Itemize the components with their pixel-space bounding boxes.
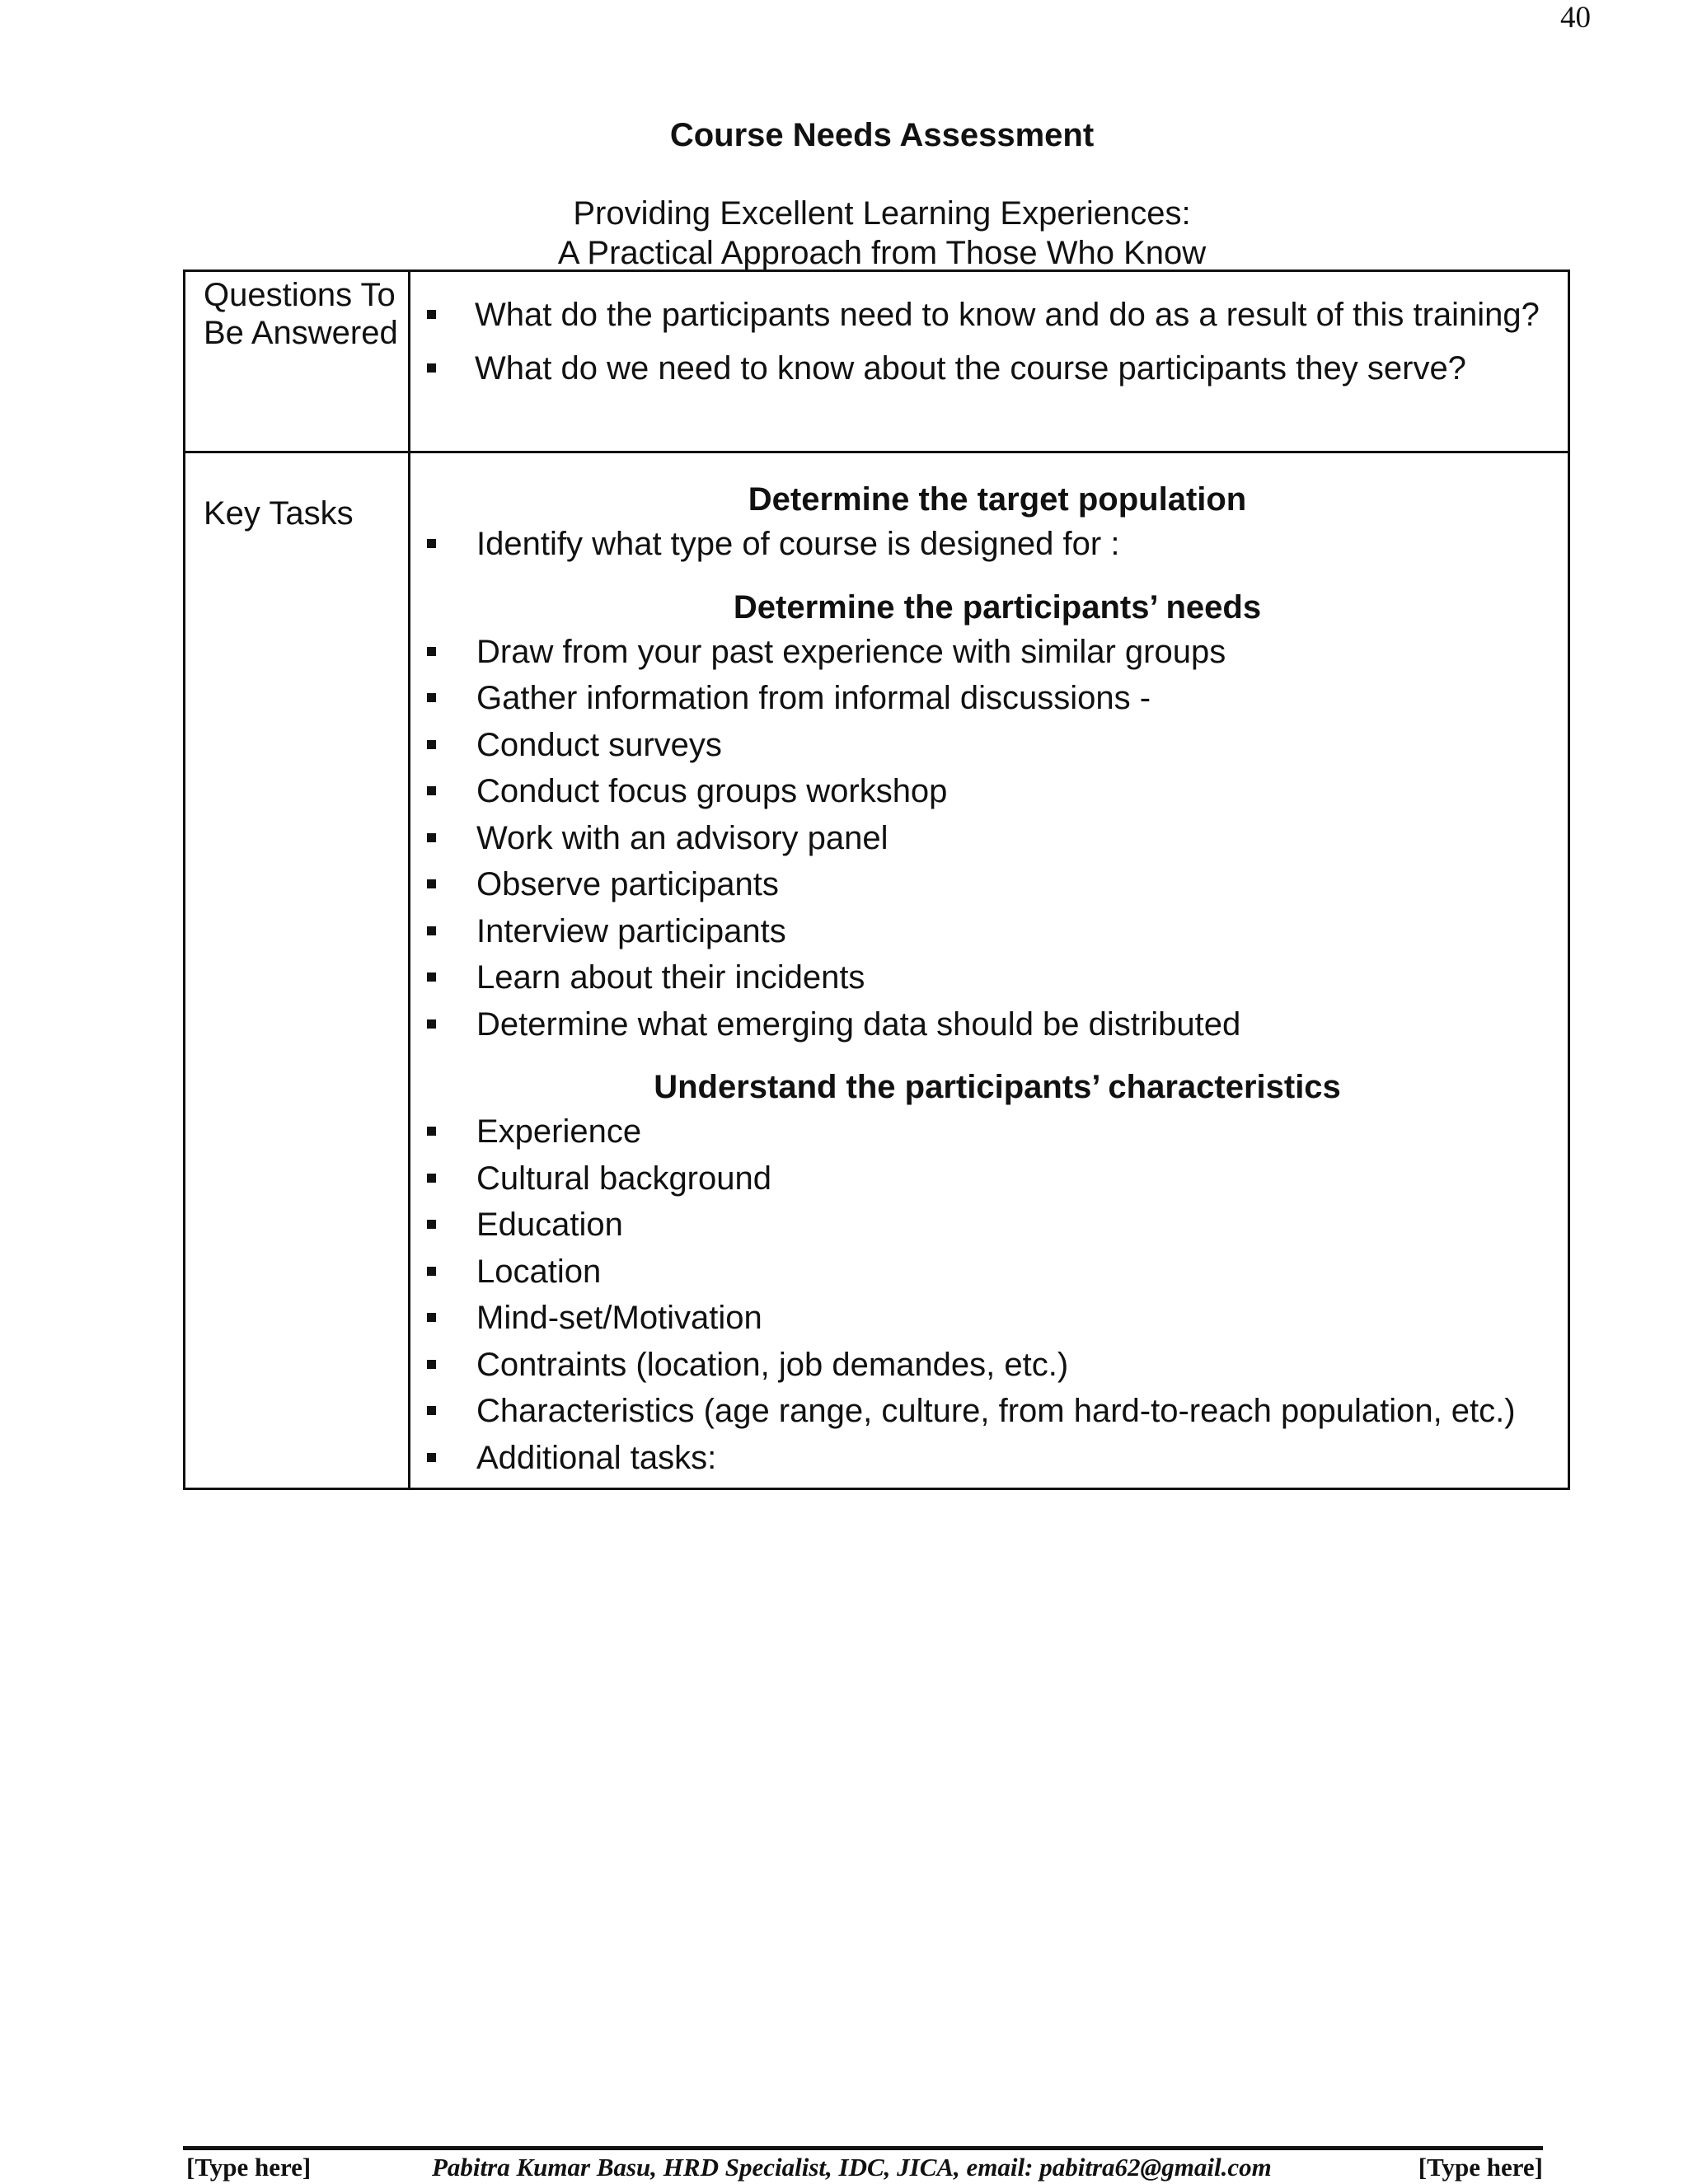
assessment-table <box>183 269 1570 1490</box>
task-item: Education <box>410 1202 1568 1249</box>
task-item: Mind-set/Motivation <box>410 1295 1568 1342</box>
task-group-heading: Understand the participants’ characteristics <box>654 1069 1341 1105</box>
key-tasks-content <box>410 452 1569 1489</box>
task-item: Gather information from informal discussions - <box>410 675 1568 722</box>
page-number: 40 <box>1560 1 1591 35</box>
task-item: Identify what type of course is designed for : <box>410 521 1568 568</box>
task-list <box>410 521 1568 568</box>
questions-list <box>410 272 1568 396</box>
subtitle-line-1: Providing Excellent Learning Experiences: <box>573 195 1191 232</box>
task-group-heading: Determine the participants’ needs <box>733 588 1262 626</box>
question-item: What do we need to know about the course participants they serve? <box>410 342 1568 396</box>
key-tasks-row <box>185 452 1569 1489</box>
task-item: Determine what emerging data should be distributed <box>410 1001 1568 1048</box>
task-item: Interview participants <box>410 908 1568 955</box>
questions-content <box>410 271 1569 452</box>
task-item: Draw from your past experience with similar groups <box>410 629 1568 676</box>
task-group-heading: Determine the target population <box>748 481 1247 518</box>
task-item: Experience <box>410 1108 1568 1155</box>
task-item: Location <box>410 1249 1568 1296</box>
questions-row <box>185 271 1569 452</box>
key-tasks-label: Key Tasks <box>185 452 410 1489</box>
footer-left-placeholder: [Type here] <box>186 2153 312 2182</box>
task-item: Work with an advisory panel <box>410 815 1568 862</box>
task-item: Additional tasks: <box>410 1435 1568 1482</box>
task-group-target-population <box>410 478 1568 568</box>
task-item: Cultural background <box>410 1155 1568 1202</box>
subtitle-line-2: A Practical Approach from Those Who Know <box>557 235 1207 271</box>
task-item: Contraints (location, job demandes, etc.) <box>410 1342 1568 1389</box>
page-title: Course Needs Assessment <box>669 117 1095 153</box>
question-item: What do the participants need to know and do as a result of this training? <box>410 288 1568 342</box>
task-group-participants-needs <box>410 586 1568 1048</box>
footer-divider <box>183 2146 1543 2150</box>
task-list <box>410 629 1568 1048</box>
task-item: Learn about their incidents <box>410 954 1568 1001</box>
task-list <box>410 1108 1568 1481</box>
task-item: Conduct surveys <box>410 722 1568 769</box>
questions-label: Questions To Be Answered <box>185 271 410 452</box>
task-item: Characteristics (age range, culture, from hard-to-reach population, etc.) <box>410 1388 1568 1435</box>
footer-author-info: Pabitra Kumar Basu, HRD Specialist, IDC, JICA, email: pabitra62@gmail.com <box>432 2153 1272 2182</box>
task-item: Conduct focus groups workshop <box>410 768 1568 815</box>
page-subtitle <box>0 194 1688 273</box>
task-item: Observe participants <box>410 861 1568 908</box>
footer-right-placeholder: [Type here] <box>1418 2153 1543 2182</box>
task-group-participants-characteristics <box>410 1066 1568 1481</box>
